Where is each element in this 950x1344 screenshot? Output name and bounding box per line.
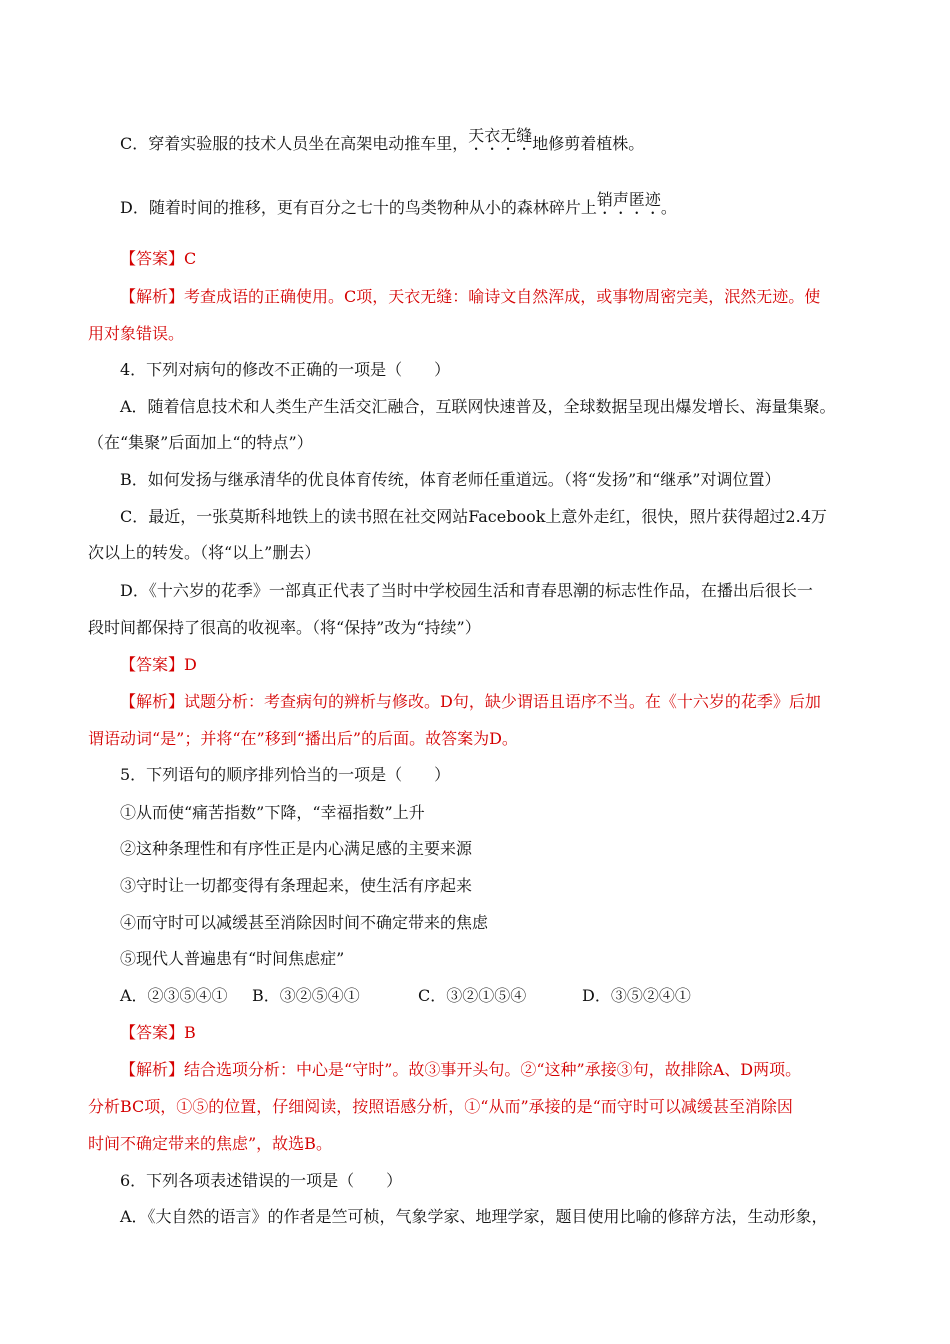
q5-analysis-line-2: 分析BC项，①⑤的位置，仔细阅读，按照语感分析，①“从而”承接的是“而守时可以减缓甚至消除因 <box>88 1097 793 1116</box>
q4-option-c-line-2: 次以上的转发。（将“以上”删去） <box>88 543 321 562</box>
q5-item-2: ②这种条理性和有序性正是内心满足感的主要来源 <box>120 839 473 858</box>
q5-item-1: ①从而使“痛苦指数”下降，“幸福指数”上升 <box>120 803 425 822</box>
q5-option-d: D．③⑤②④① <box>582 986 691 1005</box>
q5-analysis-line-1 <box>120 1059 801 1081</box>
q5-item-5: ⑤现代人普遍患有“时间焦虑症” <box>120 949 345 968</box>
q3-answer <box>120 248 196 270</box>
q3-option-d <box>120 190 677 226</box>
q3-option-c <box>120 126 645 162</box>
analysis-text: 结合选项分析：中心是“守时”。故③事开头句。②“这种”承接③句，故排除A、D两项。 <box>184 1060 802 1079</box>
q6-option-a: A．《大自然的语言》的作者是竺可桢，气象学家、地理学家，题目使用比喻的修辞方法，生动形象， <box>120 1207 828 1226</box>
q4-option-b: B．如何发扬与继承清华的优良体育传统，体育老师任重道远。（将“发扬”和“继承”对调位置） <box>120 470 781 489</box>
answer-tag: 【答案】 <box>120 249 185 268</box>
analysis-tag: 【解析】 <box>120 287 185 306</box>
analysis-tag: 【解析】 <box>120 1060 185 1079</box>
q3-option-c-text: C．穿着实验服的技术人员坐在高架电动推车里， <box>120 134 469 153</box>
q5-analysis-line-3: 时间不确定带来的焦虑”，故选B。 <box>88 1134 332 1153</box>
answer-tag: 【答案】 <box>120 655 185 674</box>
q4-option-d-line-1: D．《十六岁的花季》一部真正代表了当时中学校园生活和青春思潮的标志性作品，在播出后很长一 <box>120 581 813 600</box>
q4-option-d-line-2: 段时间都保持了很高的收视率。（将“保持”改为“持续”） <box>88 618 481 637</box>
q3-option-d-text: D．随着时间的推移，更有百分之七十的鸟类物种从小的森林碎片上 <box>120 198 597 217</box>
q5-item-4: ④而守时可以减缓甚至消除因时间不确定带来的焦虑 <box>120 913 489 932</box>
q3-option-c-idiom: 天衣无缝 <box>468 126 533 145</box>
q6-stem: 6．下列各项表述错误的一项是（ ） <box>120 1171 403 1190</box>
q3-analysis-line-2: 用对象错误。 <box>88 324 185 343</box>
q4-answer <box>120 654 197 676</box>
answer-tag: 【答案】 <box>120 1023 185 1042</box>
analysis-text: 考查成语的正确使用。C项，天衣无缝：喻诗文自然浑成，或事物周密完美，泯然无迹。使 <box>184 287 821 306</box>
q5-option-c: C．③②①⑤④ <box>418 986 527 1005</box>
analysis-text: 试题分析：考查病句的辨析与修改。D句，缺少谓语且语序不当。在《十六岁的花季》后加 <box>184 692 821 711</box>
q5-option-a: A．②③⑤④① <box>120 986 228 1005</box>
q4-analysis-line-1 <box>120 691 821 713</box>
q5-stem: 5．下列语句的顺序排列恰当的一项是（ ） <box>120 765 451 784</box>
q5-option-b: B．③②⑤④① <box>252 986 360 1005</box>
q4-stem: 4．下列对病句的修改不正确的一项是（ ） <box>120 360 451 379</box>
answer-value: C <box>184 249 197 268</box>
answer-value: B <box>184 1023 196 1042</box>
q4-option-c-line-1: C．最近，一张莫斯科地铁上的读书照在社交网站Facebook上意外走红，很快，照片获得超过2.4万 <box>120 507 827 526</box>
answer-value: D <box>184 655 197 674</box>
q4-analysis-line-2: 谓语动词“是”；并将“在”移到“播出后”的后面。故答案为D。 <box>88 729 518 748</box>
analysis-tag: 【解析】 <box>120 692 185 711</box>
q5-answer <box>120 1022 196 1044</box>
q3-option-c-tail: 地修剪着植株。 <box>532 134 645 153</box>
q3-option-d-tail: 。 <box>660 198 677 217</box>
q3-option-d-idiom: 销声匿迹 <box>596 190 661 209</box>
q4-option-a-line-1: A．随着信息技术和人类生产生活交汇融合，互联网快速普及，全球数据呈现出爆发增长、海量集聚。 <box>120 397 836 416</box>
q5-item-3: ③守时让一切都变得有条理起来，使生活有序起来 <box>120 876 473 895</box>
q4-option-a-line-2: （在“集聚”后面加上“的特点”） <box>88 433 313 452</box>
q3-analysis-line-1 <box>120 286 820 308</box>
